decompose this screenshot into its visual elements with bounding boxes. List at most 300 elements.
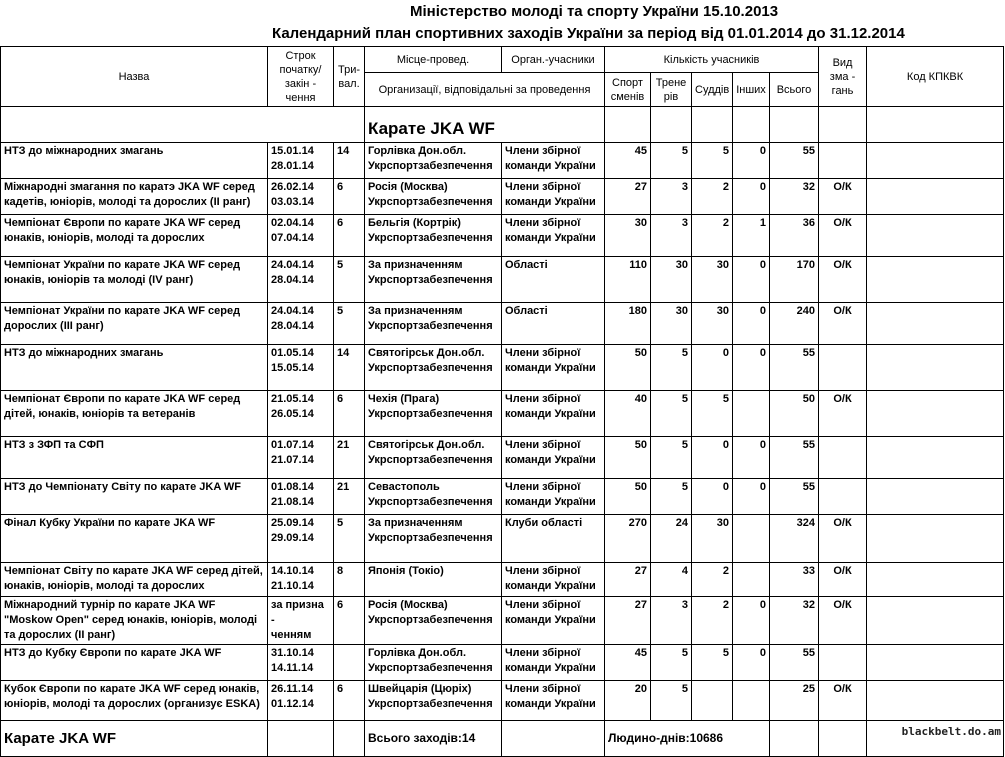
header-total: Всього: [770, 73, 819, 107]
event-duration-text: 14: [337, 145, 350, 157]
event-type-text: О/К: [833, 599, 852, 611]
event-dates-text: 24.04.14: [271, 259, 314, 271]
event-dates-text: 01.05.14: [271, 347, 314, 359]
event-code: [867, 391, 1004, 437]
event-code: [867, 645, 1004, 681]
event-dates: [268, 597, 334, 645]
event-coaches-text: 3: [681, 181, 688, 193]
event-name: [1, 179, 268, 215]
event-org: [502, 143, 605, 179]
event-judges-text: 30: [716, 305, 729, 317]
event-total-text: 32: [802, 599, 816, 611]
event-duration: [334, 345, 365, 391]
event-coaches: [651, 563, 692, 597]
event-place: [365, 563, 502, 597]
event-total: [770, 597, 819, 645]
event-coaches-text: 3: [681, 599, 688, 611]
event-org: [502, 597, 605, 645]
event-dates-text: 14.10.14: [271, 565, 314, 577]
event-total-text: 36: [802, 217, 816, 229]
event-duration-text: 6: [337, 393, 344, 405]
event-total-text: 33: [802, 565, 816, 577]
event-duration-text: 6: [337, 599, 344, 611]
event-dates-text: 15.01.14: [271, 145, 314, 157]
event-type: [819, 303, 867, 345]
event-athletes-text: 110: [629, 259, 647, 271]
event-coaches-text: 30: [675, 305, 688, 317]
event-dates-text: 01.07.14: [271, 439, 314, 451]
event-dates-text: 26.02.14: [271, 181, 314, 193]
event-duration: [334, 437, 365, 479]
event-total: [770, 645, 819, 681]
event-place-text: Укрспортзабезпечення: [368, 274, 493, 286]
event-others-text: 0: [759, 599, 766, 611]
event-name: [1, 681, 268, 721]
event-code: [867, 515, 1004, 563]
event-dates-text: 28.04.14: [271, 320, 314, 332]
event-org: [502, 215, 605, 257]
event-dates-text: 15.05.14: [271, 362, 314, 374]
event-dates-text: 21.07.14: [271, 454, 314, 466]
event-coaches-text: 5: [681, 647, 688, 659]
event-coaches: [651, 143, 692, 179]
event-org: [502, 563, 605, 597]
footer-row: [1, 721, 1004, 757]
event-place-text: Росія (Москва): [368, 181, 448, 193]
event-athletes-text: 27: [634, 181, 647, 193]
event-place-text: Укрспортзабезпечення: [368, 160, 493, 172]
event-type-text: О/К: [833, 683, 852, 695]
event-judges-text: 0: [722, 439, 729, 451]
event-type: [819, 143, 867, 179]
header-type: Вид зма - гань: [819, 47, 867, 107]
event-duration-text: 21: [337, 481, 350, 493]
event-total: [770, 515, 819, 563]
event-org: [502, 391, 605, 437]
event-code: [867, 563, 1004, 597]
event-code: [867, 215, 1004, 257]
header-code: Код КПКВК: [867, 47, 1004, 107]
event-duration: [334, 179, 365, 215]
event-type-text: О/К: [833, 393, 852, 405]
event-duration-text: 5: [337, 259, 344, 271]
event-place: [365, 391, 502, 437]
table-row: [1, 563, 1004, 597]
event-org-text: команди України: [505, 160, 596, 172]
event-place-text: Укрспортзабезпечення: [368, 232, 493, 244]
event-athletes: [605, 437, 651, 479]
event-others-text: 0: [759, 305, 766, 317]
event-org-text: Члени збірної: [505, 217, 581, 229]
event-dates-text: 28.04.14: [271, 274, 314, 286]
event-judges: [692, 143, 733, 179]
event-duration: [334, 303, 365, 345]
event-others-text: 0: [759, 181, 766, 193]
event-place-text: Укрспортзабезпечення: [368, 698, 493, 710]
event-dates-text: 31.10.14: [271, 647, 314, 659]
header-coaches: Трене рів: [651, 73, 692, 107]
event-name-text: Міжнародний турнір по карате JKA WF "Moskow Open" серед юнаків, юніорів, молоді та дорослих (ІІ ранг): [4, 599, 258, 641]
event-name-text: НТЗ до міжнародних змагань: [4, 145, 164, 157]
ministry-title: Міністерство молоді та спорту України 15.10.2013: [410, 3, 779, 20]
watermark: blackbelt.do.am: [901, 725, 1001, 738]
event-name: [1, 515, 268, 563]
event-coaches: [651, 515, 692, 563]
event-coaches-text: 30: [675, 259, 688, 271]
event-name: [1, 143, 268, 179]
event-org-text: команди України: [505, 362, 596, 374]
event-type: [819, 479, 867, 515]
event-type: [819, 391, 867, 437]
event-total-text: 240: [796, 305, 816, 317]
event-dates: [268, 179, 334, 215]
table-row: [1, 645, 1004, 681]
event-athletes: [605, 681, 651, 721]
event-code: [867, 597, 1004, 645]
event-judges: [692, 563, 733, 597]
event-dates: [268, 345, 334, 391]
header-orgs-responsible: Организації, відповідальні за проведення: [365, 73, 605, 107]
event-dates: [268, 479, 334, 515]
event-others: [733, 179, 770, 215]
event-athletes: [605, 143, 651, 179]
event-judges: [692, 345, 733, 391]
event-org-text: команди України: [505, 196, 596, 208]
event-duration-text: 5: [337, 305, 344, 317]
event-org-text: Області: [505, 259, 548, 271]
event-coaches: [651, 215, 692, 257]
event-place-text: Святогірськ Дон.обл.: [368, 439, 485, 451]
event-org: [502, 479, 605, 515]
event-others-text: 0: [759, 439, 766, 451]
event-type: [819, 681, 867, 721]
event-total: [770, 143, 819, 179]
event-judges: [692, 215, 733, 257]
event-others: [733, 215, 770, 257]
event-code: [867, 345, 1004, 391]
event-athletes: [605, 345, 651, 391]
event-duration-text: 6: [337, 683, 344, 695]
event-coaches: [651, 391, 692, 437]
event-type: [819, 215, 867, 257]
event-dates-text: 07.04.14: [271, 232, 314, 244]
event-place-text: Горлівка Дон.обл.: [368, 145, 467, 157]
event-dates-text: 25.09.14: [271, 517, 314, 529]
event-type-text: О/К: [833, 217, 852, 229]
event-type-text: О/К: [833, 181, 852, 193]
event-total: [770, 215, 819, 257]
event-org-text: команди України: [505, 408, 596, 420]
header-org-participants: Орган.-учасники: [502, 47, 605, 73]
event-duration-text: 6: [337, 181, 344, 193]
event-org-text: Клуби області: [505, 517, 583, 529]
event-name-text: Чемпіонат Європи по карате JKA WF серед дітей, юнаків, юніорів та ветеранів: [4, 393, 241, 420]
table-row: [1, 479, 1004, 515]
event-code: [867, 179, 1004, 215]
section-title: Карате JKA WF: [365, 107, 605, 143]
event-name: [1, 215, 268, 257]
event-dates-text: за призна -: [271, 599, 324, 626]
event-name: [1, 597, 268, 645]
event-coaches: [651, 645, 692, 681]
event-org-text: команди України: [505, 662, 596, 674]
event-place-text: Японія (Токіо): [368, 565, 444, 577]
table-row: [1, 437, 1004, 479]
header-athletes: Спорт сменів: [605, 73, 651, 107]
event-judges-text: 2: [722, 217, 729, 229]
event-duration-text: 21: [337, 439, 350, 451]
event-dates: [268, 143, 334, 179]
calendar-plan-title: Календарний план спортивних заходів України за період від 01.01.2014 до 31.12.2014: [272, 25, 905, 42]
event-judges-text: 30: [716, 517, 729, 529]
event-judges-text: 5: [722, 647, 729, 659]
event-type: [819, 345, 867, 391]
event-coaches-text: 4: [681, 565, 688, 577]
event-dates: [268, 437, 334, 479]
event-type: [819, 437, 867, 479]
event-judges: [692, 179, 733, 215]
event-others: [733, 479, 770, 515]
event-others: [733, 257, 770, 303]
event-name: [1, 303, 268, 345]
event-others: [733, 143, 770, 179]
event-type-text: О/К: [833, 517, 852, 529]
event-name: [1, 345, 268, 391]
event-athletes: [605, 479, 651, 515]
event-duration: [334, 215, 365, 257]
event-athletes-text: 180: [628, 305, 647, 317]
event-duration-text: 5: [337, 517, 344, 529]
event-others: [733, 563, 770, 597]
event-place: [365, 345, 502, 391]
event-org: [502, 179, 605, 215]
event-athletes-text: 20: [634, 683, 647, 695]
event-dates-text: 01.12.14: [271, 698, 314, 710]
event-org: [502, 515, 605, 563]
event-duration: [334, 563, 365, 597]
event-athletes-text: 27: [634, 599, 647, 611]
event-duration: [334, 597, 365, 645]
event-duration: [334, 479, 365, 515]
event-org: [502, 437, 605, 479]
event-org-text: Члени збірної: [505, 181, 581, 193]
event-total-text: 55: [802, 481, 816, 493]
event-others: [733, 681, 770, 721]
event-coaches-text: 5: [681, 683, 688, 695]
event-org-text: Члени збірної: [505, 565, 581, 577]
event-org-text: Члени збірної: [505, 647, 581, 659]
event-judges-text: 2: [722, 565, 729, 577]
table-row: [1, 143, 1004, 179]
event-athletes-text: 27: [634, 565, 647, 577]
event-judges: [692, 681, 733, 721]
event-coaches: [651, 681, 692, 721]
event-total-text: 55: [802, 347, 816, 359]
event-name-text: НТЗ до Кубку Європи по карате JKA WF: [4, 647, 222, 659]
event-judges-text: 5: [722, 145, 729, 157]
event-type: [819, 597, 867, 645]
event-dates-text: 29.09.14: [271, 532, 314, 544]
event-type-text: О/К: [833, 305, 852, 317]
event-total-text: 324: [796, 517, 816, 529]
event-judges: [692, 437, 733, 479]
header-count: Кількість учасників: [605, 47, 819, 73]
event-others: [733, 303, 770, 345]
event-total-text: 50: [802, 393, 816, 405]
event-coaches-text: 24: [675, 517, 688, 529]
event-org-text: Члени збірної: [505, 393, 581, 405]
event-athletes: [605, 215, 651, 257]
event-total: [770, 345, 819, 391]
event-name-text: НТЗ до міжнародних змагань: [4, 347, 164, 359]
event-org: [502, 257, 605, 303]
event-place: [365, 143, 502, 179]
event-dates-text: 03.03.14: [271, 196, 314, 208]
event-place-text: Укрспортзабезпечення: [368, 320, 493, 332]
event-place-text: Укрспортзабезпечення: [368, 532, 493, 544]
event-judges-text: 5: [722, 393, 729, 405]
event-code: [867, 479, 1004, 515]
event-total-text: 32: [802, 181, 816, 193]
event-coaches: [651, 479, 692, 515]
event-place: [365, 215, 502, 257]
event-dates: [268, 681, 334, 721]
event-dates-text: 26.05.14: [271, 408, 314, 420]
event-place-text: Укрспортзабезпечення: [368, 408, 493, 420]
event-others: [733, 597, 770, 645]
event-place-text: Укрспортзабезпечення: [368, 662, 493, 674]
event-total-text: 55: [802, 647, 816, 659]
footer-person-days: Людино-днів:10686: [605, 721, 770, 757]
event-total: [770, 179, 819, 215]
event-name: [1, 437, 268, 479]
event-code: [867, 143, 1004, 179]
event-others: [733, 645, 770, 681]
event-others: [733, 437, 770, 479]
event-dates-text: 21.05.14: [271, 393, 314, 405]
header-duration: Три- вал.: [334, 47, 365, 107]
event-name-text: НТЗ з ЗФП та СФП: [4, 439, 104, 451]
event-org-text: команди України: [505, 496, 596, 508]
event-dates-text: 14.11.14: [271, 662, 314, 674]
event-org-text: Області: [505, 305, 548, 317]
event-total: [770, 391, 819, 437]
event-org-text: Члени збірної: [505, 683, 581, 695]
event-total: [770, 681, 819, 721]
footer-section: Карате JKA WF: [1, 721, 268, 757]
event-coaches: [651, 345, 692, 391]
event-judges: [692, 479, 733, 515]
event-org-text: Члени збірної: [505, 347, 581, 359]
event-dates: [268, 515, 334, 563]
event-duration: [334, 645, 365, 681]
event-dates: [268, 303, 334, 345]
event-duration: [334, 681, 365, 721]
event-type: [819, 515, 867, 563]
event-code: [867, 437, 1004, 479]
event-name-text: Чемпіонат Європи по карате JKA WF серед юнаків, юніорів, молоді та дорослих: [4, 217, 241, 244]
event-name-text: Чемпіонат України по карате JKA WF серед юнаків, юніорів та молоді (ІV ранг): [4, 259, 241, 286]
event-others: [733, 515, 770, 563]
event-name-text: Чемпіонат України по карате JKA WF серед дорослих (ІІІ ранг): [4, 305, 241, 332]
event-dates: [268, 563, 334, 597]
section-row: [1, 107, 1004, 143]
event-judges: [692, 391, 733, 437]
event-judges: [692, 597, 733, 645]
event-others-text: 0: [759, 647, 766, 659]
event-name-text: Кубок Європи по карате JKA WF серед юнаків, юніорів, молоді та дорослих (организує ESKA): [4, 683, 260, 710]
event-total-text: 55: [802, 439, 816, 451]
event-athletes: [605, 179, 651, 215]
event-athletes-text: 50: [634, 481, 647, 493]
event-dates: [268, 391, 334, 437]
event-code: [867, 303, 1004, 345]
event-place-text: Швейцарія (Цюріх): [368, 683, 472, 695]
event-dates-text: 02.04.14: [271, 217, 314, 229]
event-total: [770, 479, 819, 515]
event-place: [365, 681, 502, 721]
event-name: [1, 563, 268, 597]
event-type: [819, 257, 867, 303]
event-coaches-text: 5: [681, 439, 688, 451]
event-coaches: [651, 437, 692, 479]
event-dates-text: 01.08.14: [271, 481, 314, 493]
event-org-text: Члени збірної: [505, 481, 581, 493]
table-row: [1, 391, 1004, 437]
event-athletes: [605, 563, 651, 597]
event-duration-text: 14: [337, 347, 350, 359]
event-athletes: [605, 257, 651, 303]
event-name-text: Чемпіонат Світу по карате JKA WF серед дітей, юнаків, юніорів, молоді та дорослих: [4, 565, 263, 592]
event-athletes-text: 40: [634, 393, 647, 405]
event-judges-text: 2: [722, 599, 729, 611]
events-table: [0, 46, 1004, 757]
event-athletes-text: 270: [628, 517, 647, 529]
event-judges: [692, 257, 733, 303]
header-start-end: Строк початку/ закін - чення: [268, 47, 334, 107]
event-athletes: [605, 597, 651, 645]
event-athletes-text: 45: [634, 647, 647, 659]
event-code: [867, 257, 1004, 303]
event-judges-text: 0: [722, 347, 729, 359]
event-place: [365, 515, 502, 563]
event-duration: [334, 257, 365, 303]
event-coaches: [651, 257, 692, 303]
event-total-text: 170: [796, 259, 816, 271]
event-coaches-text: 5: [681, 145, 688, 157]
event-coaches-text: 3: [681, 217, 688, 229]
table-row: [1, 303, 1004, 345]
event-athletes: [605, 303, 651, 345]
event-judges-text: 30: [716, 259, 729, 271]
event-place-text: Укрспортзабезпечення: [368, 496, 493, 508]
event-dates-text: 24.04.14: [271, 305, 314, 317]
event-org: [502, 645, 605, 681]
event-place-text: За призначенням: [368, 305, 463, 317]
event-dates-text: ченням: [271, 629, 312, 641]
event-name: [1, 479, 268, 515]
event-org-text: команди України: [505, 614, 596, 626]
event-coaches: [651, 597, 692, 645]
event-type: [819, 645, 867, 681]
event-org-text: команди України: [505, 454, 596, 466]
event-place: [365, 437, 502, 479]
event-dates: [268, 257, 334, 303]
event-others: [733, 345, 770, 391]
event-place: [365, 179, 502, 215]
event-total: [770, 437, 819, 479]
event-duration: [334, 515, 365, 563]
